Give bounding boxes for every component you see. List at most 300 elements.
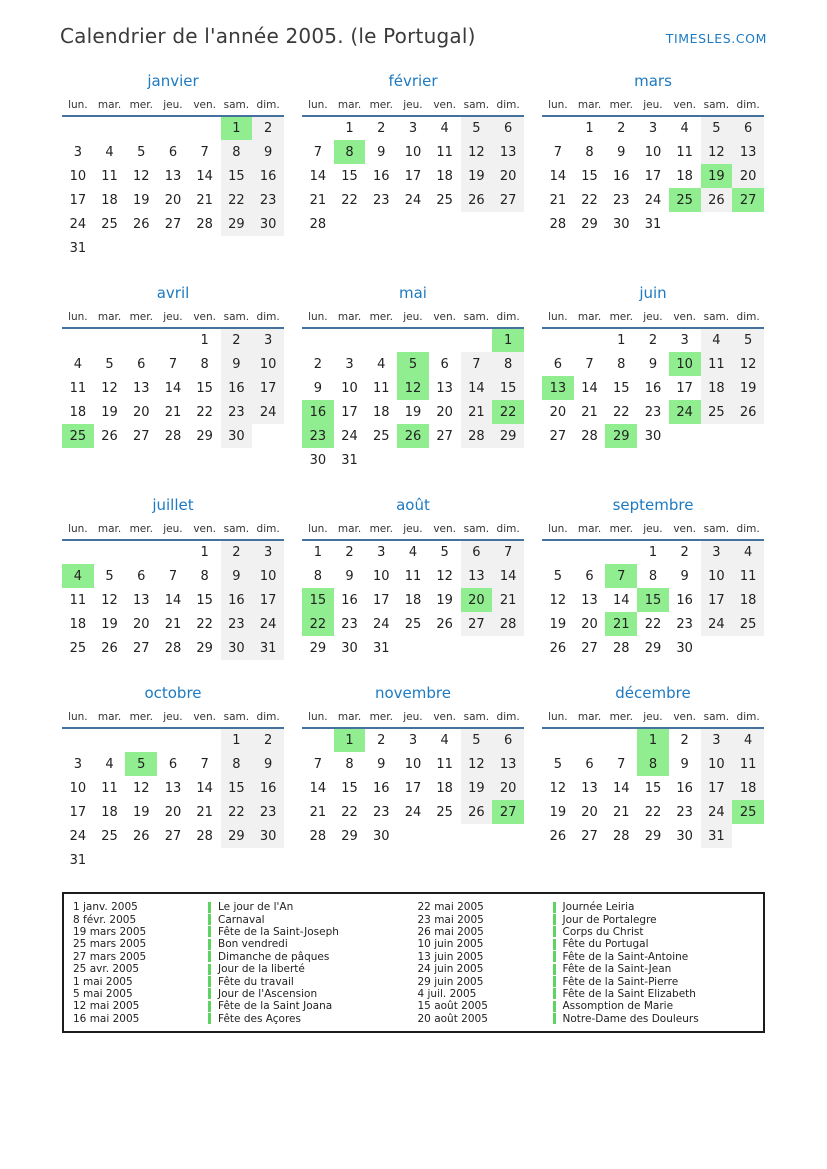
empty-cell: [221, 236, 253, 260]
empty-cell: [542, 116, 574, 140]
page-header: [0, 0, 827, 48]
legend-date: 20 août 2005: [417, 1012, 488, 1025]
legend-date: 13 juin 2005: [417, 950, 484, 963]
weekday-header: lun.: [62, 521, 94, 540]
empty-cell: [429, 212, 461, 236]
weekday-header: mar.: [574, 97, 606, 116]
day-cell: 24: [669, 400, 701, 424]
day-cell: 4: [105, 144, 114, 160]
weekday-header: sam.: [221, 97, 253, 116]
day-cell: 21: [605, 612, 637, 636]
empty-cell: [669, 424, 701, 448]
weekday-header: mer.: [605, 521, 637, 540]
holiday-marker-icon: [553, 964, 556, 975]
day-cell: 8: [345, 756, 354, 772]
weekday-header: dim.: [732, 709, 764, 728]
day-cell: 22: [581, 192, 598, 208]
day-cell: 7: [313, 756, 322, 772]
weekday-header: sam.: [701, 709, 733, 728]
day-cell: 19: [436, 592, 453, 608]
day-cell: 20: [549, 404, 567, 420]
weekday-header: ven.: [429, 521, 461, 540]
week-row: [542, 800, 764, 824]
legend-item: [418, 1013, 755, 1025]
weekday-header: mar.: [334, 309, 366, 328]
empty-cell: [125, 728, 157, 752]
day-cell: 15: [196, 592, 213, 608]
empty-cell: [605, 728, 637, 752]
day-cell: 17: [701, 776, 733, 800]
week-row: [62, 140, 284, 164]
day-cell: 18: [732, 588, 764, 612]
legend-item: [73, 938, 410, 950]
legend-item: [73, 988, 410, 1000]
month-8: [302, 496, 524, 660]
day-cell: 26: [549, 828, 567, 844]
day-cell: 7: [585, 356, 594, 372]
day-cell: 7: [168, 568, 178, 584]
day-cell: 12: [101, 592, 118, 608]
day-cell: 2: [345, 545, 354, 560]
day-cell: 8: [334, 140, 366, 164]
legend-date: 23 mai 2005: [417, 913, 484, 926]
day-cell: 15: [612, 380, 630, 396]
day-cell: 13: [164, 780, 182, 796]
day-cell: 27: [549, 428, 567, 444]
day-cell: 7: [617, 756, 626, 772]
day-cell: 30: [676, 640, 693, 656]
day-cell: 22: [612, 404, 630, 420]
weekday-header-row: [542, 521, 764, 540]
legend-date: 16 mai 2005: [73, 1012, 140, 1025]
day-cell: 16: [676, 592, 693, 608]
empty-cell: [94, 848, 126, 872]
empty-cell: [252, 236, 284, 260]
legend-date: 5 mai 2005: [73, 987, 133, 1000]
day-cell: 27: [164, 216, 182, 232]
day-cell: 6: [137, 568, 146, 584]
day-cell: 18: [732, 776, 764, 800]
day-cell: 18: [69, 404, 87, 420]
weekday-header-row: [542, 709, 764, 728]
empty-cell: [732, 824, 764, 848]
weekday-header: mar.: [94, 709, 126, 728]
month-calendar: [542, 521, 764, 660]
month-calendar: [542, 309, 764, 448]
site-link[interactable]: TIMESLES.COM: [665, 31, 767, 46]
empty-cell: [125, 236, 157, 260]
weekday-header: mar.: [574, 521, 606, 540]
weekday-header: dim.: [492, 309, 524, 328]
empty-cell: [157, 116, 189, 140]
day-cell: 18: [101, 192, 118, 208]
day-cell: 16: [221, 588, 253, 612]
day-cell: 14: [549, 168, 567, 184]
day-cell: 31: [69, 852, 87, 868]
week-row: [542, 212, 764, 236]
day-cell: 8: [648, 568, 658, 584]
legend-holiday-name: Carnaval: [218, 913, 265, 926]
day-cell: 23: [372, 192, 390, 208]
day-cell: 10: [644, 144, 662, 160]
weekday-header: lun.: [542, 97, 574, 116]
day-cell: 26: [461, 188, 493, 212]
day-cell: 4: [680, 121, 689, 136]
weekday-header: sam.: [701, 521, 733, 540]
day-cell: 25: [101, 216, 118, 232]
day-cell: 13: [492, 752, 524, 776]
empty-cell: [302, 116, 334, 140]
day-cell: 12: [549, 592, 567, 608]
week-row: [542, 140, 764, 164]
day-cell: 21: [164, 404, 182, 420]
day-cell: 11: [69, 380, 87, 396]
day-cell: 14: [492, 564, 524, 588]
weekday-header: sam.: [221, 709, 253, 728]
day-cell: 7: [200, 144, 209, 160]
day-cell: 10: [252, 564, 284, 588]
month-calendar: [62, 97, 284, 260]
month-title: novembre: [375, 684, 451, 702]
day-cell: 1: [585, 121, 594, 136]
weekday-header: mer.: [365, 521, 397, 540]
month-title: juillet: [152, 496, 194, 514]
week-row: [302, 824, 524, 848]
day-cell: 10: [669, 352, 701, 376]
legend-date: 24 juin 2005: [417, 963, 484, 976]
month-1: [62, 72, 284, 260]
legend-holiday-name: Jour de Portalegre: [562, 913, 657, 926]
month-7: [62, 496, 284, 660]
week-row: [302, 328, 524, 352]
day-cell: 31: [69, 240, 87, 256]
month-title: mars: [634, 72, 672, 90]
weekday-header: jeu.: [637, 709, 669, 728]
weekday-header: lun.: [62, 709, 94, 728]
day-cell: 30: [372, 828, 390, 844]
month-11: [302, 684, 524, 848]
weekday-header: sam.: [221, 521, 253, 540]
weekday-header: ven.: [669, 709, 701, 728]
day-cell: 12: [132, 168, 150, 184]
day-cell: 20: [581, 804, 598, 820]
weekday-header: mer.: [605, 97, 637, 116]
day-cell: 9: [617, 144, 626, 160]
day-cell: 21: [309, 804, 327, 820]
day-cell: 16: [372, 168, 390, 184]
weekday-header: ven.: [429, 309, 461, 328]
day-cell: 16: [372, 780, 390, 796]
week-row: [62, 376, 284, 400]
day-cell: 18: [436, 168, 453, 184]
day-cell: 9: [377, 144, 386, 160]
empty-cell: [252, 848, 284, 872]
day-cell: 30: [341, 640, 358, 656]
day-cell: 31: [701, 824, 733, 848]
week-row: [542, 752, 764, 776]
week-row: [302, 164, 524, 188]
month-calendar: [302, 709, 524, 848]
month-title: août: [396, 496, 430, 514]
week-row: [62, 116, 284, 140]
week-row: [302, 116, 524, 140]
holiday-marker-icon: [553, 939, 556, 950]
legend-item: [418, 963, 755, 975]
day-cell: 18: [701, 376, 733, 400]
day-cell: 6: [492, 728, 524, 752]
day-cell: 13: [164, 168, 182, 184]
day-cell: 24: [252, 612, 284, 636]
day-cell: 14: [164, 380, 182, 396]
weekday-header: dim.: [732, 309, 764, 328]
day-cell: 10: [372, 568, 390, 584]
month-10: [62, 684, 284, 872]
day-cell: 15: [221, 164, 253, 188]
day-cell: 1: [200, 333, 209, 348]
day-cell: 25: [436, 192, 453, 208]
day-cell: 25: [436, 804, 453, 820]
legend-holiday-name: Notre-Dame des Douleurs: [562, 1012, 699, 1025]
legend-holiday-name: Assomption de Marie: [562, 1000, 674, 1013]
day-cell: 26: [461, 800, 493, 824]
week-row: [62, 752, 284, 776]
empty-cell: [397, 824, 429, 848]
day-cell: 13: [132, 592, 150, 608]
day-cell: 16: [252, 164, 284, 188]
legend-holiday-name: Dimanche de pâques: [218, 950, 330, 963]
day-cell: 6: [585, 568, 594, 584]
week-row: [302, 752, 524, 776]
day-cell: 1: [221, 728, 253, 752]
day-cell: 5: [553, 568, 562, 584]
month-calendar: [62, 309, 284, 448]
day-cell: 4: [73, 356, 82, 372]
day-cell: 2: [252, 116, 284, 140]
day-cell: 16: [221, 376, 253, 400]
day-cell: 13: [732, 140, 764, 164]
day-cell: 2: [221, 540, 253, 564]
legend-column: [73, 901, 410, 1025]
empty-cell: [429, 328, 461, 352]
empty-cell: [461, 824, 493, 848]
week-row: [542, 164, 764, 188]
day-cell: 23: [676, 616, 693, 632]
week-row: [62, 800, 284, 824]
weekday-header: sam.: [461, 309, 493, 328]
day-cell: 2: [680, 545, 689, 560]
empty-cell: [542, 728, 574, 752]
weekday-header: jeu.: [157, 309, 189, 328]
legend-date: 22 mai 2005: [417, 901, 484, 914]
weekday-header: ven.: [669, 97, 701, 116]
day-cell: 30: [612, 216, 630, 232]
legend-item: [418, 926, 755, 938]
day-cell: 8: [221, 752, 253, 776]
day-cell: 24: [644, 192, 662, 208]
day-cell: 5: [137, 144, 146, 160]
week-row: [62, 188, 284, 212]
day-cell: 27: [581, 828, 598, 844]
day-cell: 14: [196, 168, 213, 184]
day-cell: 1: [313, 545, 322, 560]
legend-date: 19 mars 2005: [73, 925, 147, 938]
week-row: [62, 848, 284, 872]
day-cell: 18: [101, 804, 118, 820]
day-cell: 19: [732, 376, 764, 400]
week-row: [542, 188, 764, 212]
empty-cell: [542, 540, 574, 564]
legend-date: 1 janv. 2005: [73, 901, 138, 914]
weekday-header: dim.: [252, 309, 284, 328]
day-cell: 23: [252, 800, 284, 824]
day-cell: 4: [377, 356, 386, 372]
weekday-header: jeu.: [637, 309, 669, 328]
week-row: [302, 588, 524, 612]
day-cell: 9: [221, 352, 253, 376]
day-cell: 2: [617, 121, 626, 136]
weekday-header: mar.: [334, 709, 366, 728]
day-cell: 1: [648, 545, 658, 560]
weekday-header: dim.: [492, 521, 524, 540]
legend-date: 26 mai 2005: [417, 925, 484, 938]
empty-cell: [461, 448, 493, 472]
legend-date: 1 mai 2005: [73, 975, 133, 988]
day-cell: 23: [644, 404, 662, 420]
day-cell: 7: [461, 352, 493, 376]
month-calendar: [62, 521, 284, 660]
day-cell: 10: [69, 780, 87, 796]
weekday-header: jeu.: [157, 521, 189, 540]
day-cell: 6: [461, 540, 493, 564]
day-cell: 20: [436, 404, 453, 420]
day-cell: 12: [132, 780, 150, 796]
month-title: janvier: [147, 72, 199, 90]
day-cell: 20: [581, 616, 598, 632]
day-cell: 24: [341, 428, 358, 444]
day-cell: 21: [196, 804, 213, 820]
weekday-header: ven.: [429, 709, 461, 728]
day-cell: 13: [542, 376, 574, 400]
page-title: Calendrier de l'année 2005. (le Portugal): [60, 24, 476, 48]
empty-cell: [157, 236, 189, 260]
day-cell: 26: [701, 188, 733, 212]
empty-cell: [125, 328, 157, 352]
day-cell: 11: [372, 380, 390, 396]
day-cell: 22: [302, 612, 334, 636]
day-cell: 2: [313, 356, 322, 372]
day-cell: 19: [701, 164, 733, 188]
weekday-header: sam.: [461, 709, 493, 728]
empty-cell: [429, 448, 461, 472]
day-cell: 26: [732, 400, 764, 424]
day-cell: 23: [302, 424, 334, 448]
month-title: octobre: [144, 684, 202, 702]
empty-cell: [302, 728, 334, 752]
day-cell: 16: [676, 780, 693, 796]
day-cell: 24: [372, 616, 390, 632]
empty-cell: [189, 116, 221, 140]
day-cell: 17: [676, 380, 693, 396]
day-cell: 29: [605, 424, 637, 448]
day-cell: 14: [309, 780, 327, 796]
day-cell: 6: [585, 756, 594, 772]
week-row: [302, 212, 524, 236]
day-cell: 5: [553, 756, 562, 772]
empty-cell: [701, 212, 733, 236]
weekday-header: lun.: [62, 97, 94, 116]
empty-cell: [94, 540, 126, 564]
week-row: [302, 540, 524, 564]
legend-item: [73, 963, 410, 975]
day-cell: 27: [436, 428, 453, 444]
legend-item: [73, 951, 410, 963]
week-row: [62, 424, 284, 448]
week-row: [62, 540, 284, 564]
day-cell: 19: [461, 776, 493, 800]
day-cell: 26: [132, 828, 150, 844]
day-cell: 22: [196, 616, 213, 632]
month-title: septembre: [612, 496, 694, 514]
day-cell: 1: [334, 728, 366, 752]
day-cell: 13: [436, 380, 453, 396]
weekday-header: mer.: [125, 521, 157, 540]
holiday-marker-icon: [208, 1013, 211, 1024]
empty-cell: [157, 728, 189, 752]
empty-cell: [732, 424, 764, 448]
day-cell: 4: [732, 728, 764, 752]
weekday-header: sam.: [701, 97, 733, 116]
day-cell: 8: [492, 352, 524, 376]
month-title: juin: [639, 284, 667, 302]
month-calendar: [542, 97, 764, 236]
week-row: [302, 776, 524, 800]
day-cell: 10: [69, 168, 87, 184]
day-cell: 17: [372, 592, 390, 608]
weekday-header: mer.: [365, 97, 397, 116]
day-cell: 10: [341, 380, 358, 396]
weekday-header-row: [302, 709, 524, 728]
empty-cell: [62, 540, 94, 564]
day-cell: 22: [221, 188, 253, 212]
day-cell: 11: [404, 568, 422, 584]
day-cell: 13: [461, 564, 493, 588]
weekday-header-row: [62, 97, 284, 116]
day-cell: 11: [436, 144, 453, 160]
day-cell: 22: [196, 404, 213, 420]
day-cell: 3: [680, 333, 689, 348]
weekday-header-row: [302, 97, 524, 116]
day-cell: 13: [581, 592, 598, 608]
day-cell: 18: [69, 616, 87, 632]
day-cell: 15: [221, 776, 253, 800]
day-cell: 7: [168, 356, 178, 372]
empty-cell: [492, 824, 524, 848]
weekday-header: sam.: [701, 309, 733, 328]
weekday-header: mer.: [365, 709, 397, 728]
day-cell: 21: [164, 616, 182, 632]
empty-cell: [62, 116, 94, 140]
weekday-header: mar.: [574, 709, 606, 728]
week-row: [542, 728, 764, 752]
weekday-header: dim.: [252, 709, 284, 728]
day-cell: 12: [101, 380, 118, 396]
day-cell: 9: [680, 568, 689, 584]
empty-cell: [429, 824, 461, 848]
legend-date: 25 mars 2005: [73, 938, 147, 951]
day-cell: 11: [732, 752, 764, 776]
day-cell: 5: [461, 728, 493, 752]
day-cell: 9: [252, 752, 284, 776]
